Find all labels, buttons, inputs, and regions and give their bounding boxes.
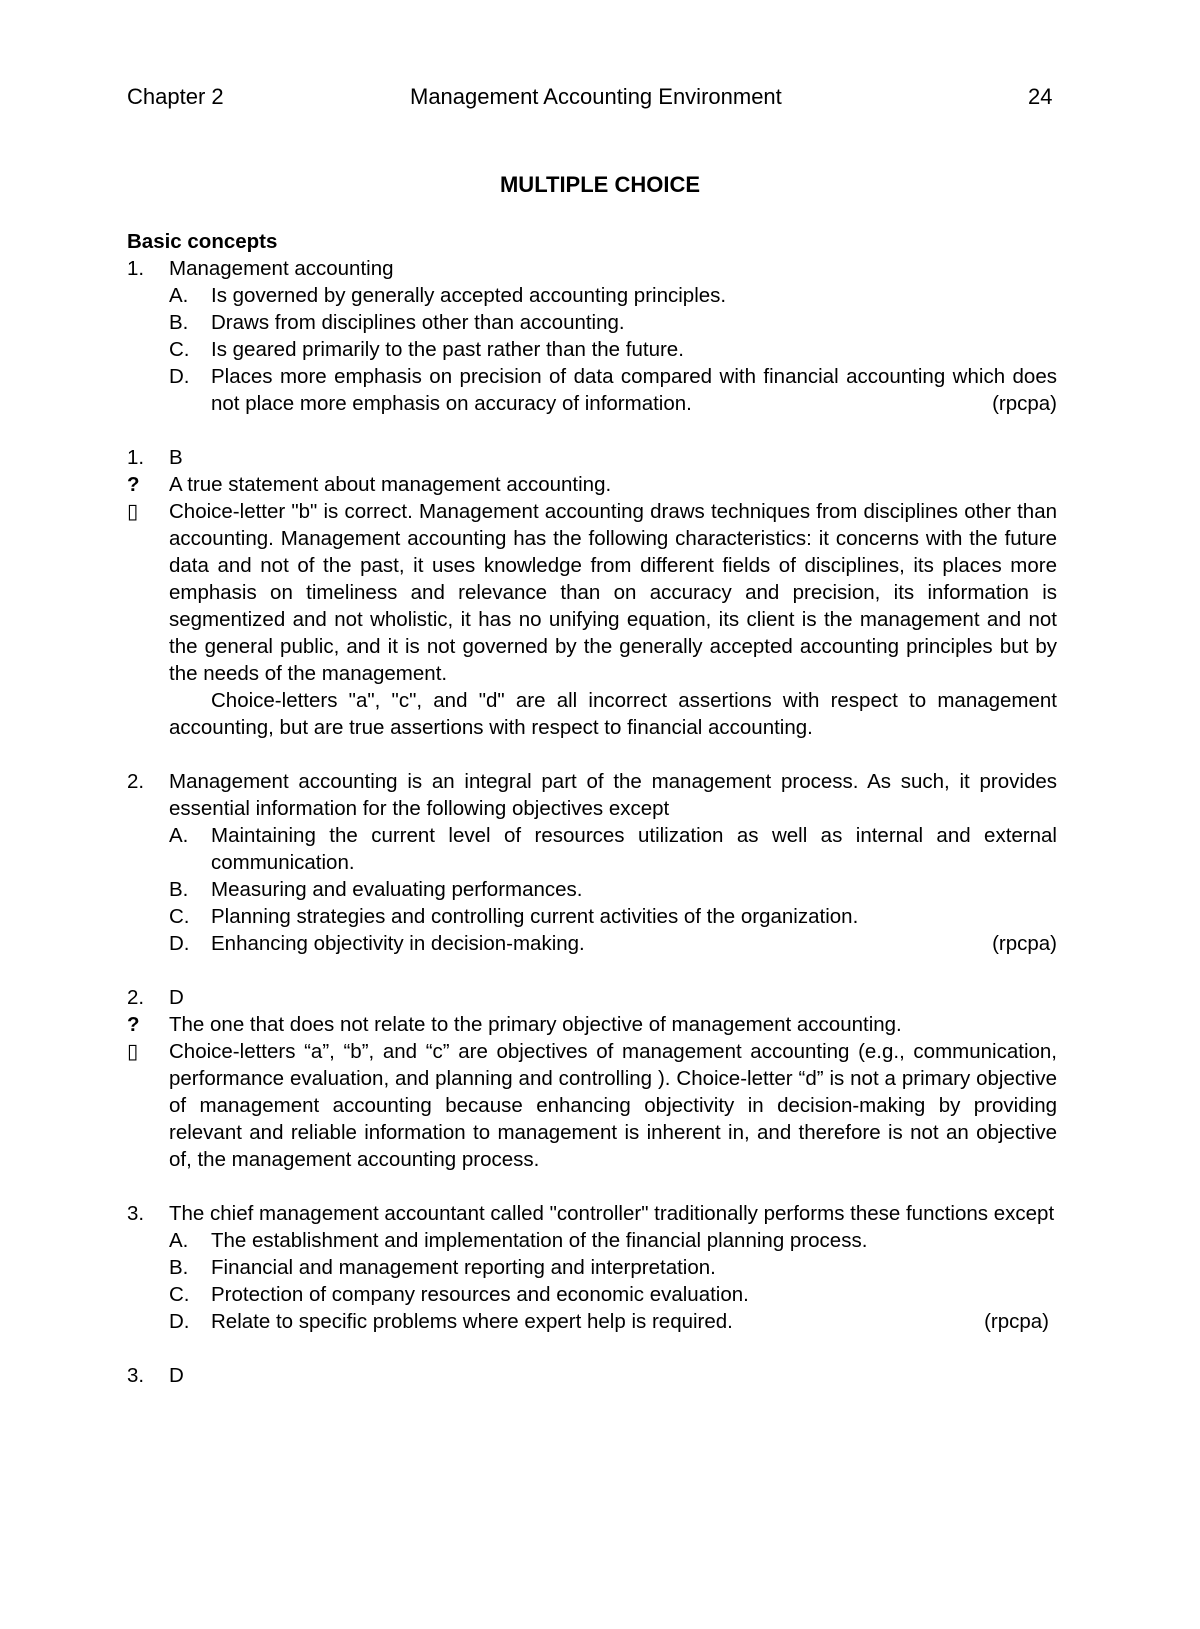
option-letter: A. — [169, 824, 189, 847]
option-d — [169, 1308, 1057, 1335]
question-text: The chief management accountant called "controller" traditionally performs these functions except — [169, 1202, 1055, 1225]
chapter-label: Chapter 2 — [127, 84, 224, 109]
question-2 — [127, 768, 1057, 822]
page-header — [0, 82, 1200, 112]
hint-text: A true statement about management accounting. — [169, 473, 612, 496]
hint-2 — [127, 1011, 1057, 1038]
source-tag: (rpcpa) — [952, 390, 1057, 417]
option-d — [169, 363, 1057, 417]
option-text: Financial and management reporting and interpretation. — [211, 1256, 716, 1279]
option-text: Draws from disciplines other than accounting. — [211, 311, 625, 334]
explanation-1 — [127, 498, 1057, 687]
option-a — [169, 1227, 1057, 1254]
answer-number: 3. — [127, 1364, 145, 1387]
option-d — [169, 930, 1057, 957]
option-d-text: Enhancing objectivity in decision-making. — [211, 932, 585, 955]
answer-letter: D — [169, 1364, 184, 1387]
answer-number: 2. — [127, 986, 145, 1009]
option-text — [211, 363, 1057, 417]
question-3 — [127, 1200, 1057, 1227]
option-text: Maintaining the current level of resources utilization as well as internal and external communication. — [211, 824, 1057, 874]
option-letter: C. — [169, 1283, 190, 1306]
option-a — [169, 822, 1057, 876]
option-text: Is geared primarily to the past rather than the future. — [211, 338, 684, 361]
hint-1 — [127, 471, 1057, 498]
option-letter: B. — [169, 878, 189, 901]
option-letter: B. — [169, 1256, 189, 1279]
option-text — [211, 930, 1057, 957]
hint-text: The one that does not relate to the primary objective of management accounting. — [169, 1013, 902, 1036]
option-letter: B. — [169, 311, 189, 334]
source-tag: (rpcpa) — [984, 1310, 1049, 1333]
explanation-text: Choice-letter "b" is correct. Management accounting draws techniques from disciplines other than accounting. Management accounting has the following characteristics: it concerns with the future data and not of the past, it uses knowledge from different fields of disciplines, its places more emphasis on timeliness and relevance than on accuracy and precision, its information is segmentized and not wholistic, it has no unifying equation, its client is the management and not the general public, and it is not governed by the generally accepted accounting principles but by the needs of the management. — [169, 500, 1057, 685]
option-text: Protection of company resources and economic evaluation. — [211, 1283, 749, 1306]
option-text: Is governed by generally accepted accounting principles. — [211, 284, 727, 307]
question-1 — [127, 255, 1057, 282]
source-tag: (rpcpa) — [992, 932, 1057, 955]
option-letter: C. — [169, 338, 190, 361]
option-letter: D. — [169, 932, 190, 955]
question-text: Management accounting — [169, 257, 394, 280]
option-text: Measuring and evaluating performances. — [211, 878, 583, 901]
option-b — [169, 1254, 1057, 1281]
explanation-1b — [127, 687, 1057, 741]
option-letter: D. — [169, 1310, 190, 1333]
question-number: 2. — [127, 770, 145, 793]
option-c — [169, 336, 1057, 363]
option-letter: C. — [169, 905, 190, 928]
option-text — [211, 1308, 1057, 1335]
option-text: The establishment and implementation of the financial planning process. — [211, 1229, 868, 1252]
option-d-text: Relate to specific problems where expert help is required. — [211, 1310, 733, 1333]
option-b — [169, 876, 1057, 903]
explanation-2 — [127, 1038, 1057, 1173]
option-a — [169, 282, 1057, 309]
answer-1 — [127, 444, 1057, 471]
option-letter: A. — [169, 284, 189, 307]
question-number: 1. — [127, 257, 145, 280]
question-mark-icon: ? — [127, 1013, 140, 1036]
section-heading: Basic concepts — [127, 230, 278, 253]
answer-3 — [127, 1362, 1057, 1389]
box-marker-icon: ▯ — [127, 1040, 139, 1063]
page-title: MULTIPLE CHOICE — [499, 172, 701, 197]
page-number: 24 — [1028, 84, 1053, 109]
question-text: Management accounting is an integral part of the management process. As such, it provides essential information for the following objectives except — [169, 770, 1057, 820]
question-mark-icon: ? — [127, 473, 140, 496]
answer-2 — [127, 984, 1057, 1011]
chapter-title: Management Accounting Environment — [410, 84, 782, 109]
explanation-text-2: Choice-letters "a", "c", and "d" are all incorrect assertions with respect to management accounting, but are true assertions with respect to financial accounting. — [169, 689, 1057, 739]
option-letter: D. — [169, 365, 190, 388]
answer-number: 1. — [127, 446, 145, 469]
option-c — [169, 903, 1057, 930]
answer-letter: D — [169, 986, 184, 1009]
content — [127, 228, 1057, 1389]
option-d-text: Places more emphasis on precision of data compared with financial accounting which does not place more emphasis on accuracy of information. — [211, 365, 1057, 415]
explanation-text: Choice-letters “a”, “b”, and “c” are objectives of management accounting (e.g., communication, performance evaluation, and planning and controlling ). Choice-letter “d” is not a primary objective of management accounting because enhancing objectivity in decision-making by providing relevant and reliable information to management is inherent in, and therefore is not an objective of, the management accounting process. — [169, 1040, 1057, 1171]
option-c — [169, 1281, 1057, 1308]
question-number: 3. — [127, 1202, 145, 1225]
answer-letter: B — [169, 446, 183, 469]
option-text: Planning strategies and controlling current activities of the organization. — [211, 905, 859, 928]
option-letter: A. — [169, 1229, 189, 1252]
box-marker-icon: ▯ — [127, 500, 139, 523]
option-b — [169, 309, 1057, 336]
